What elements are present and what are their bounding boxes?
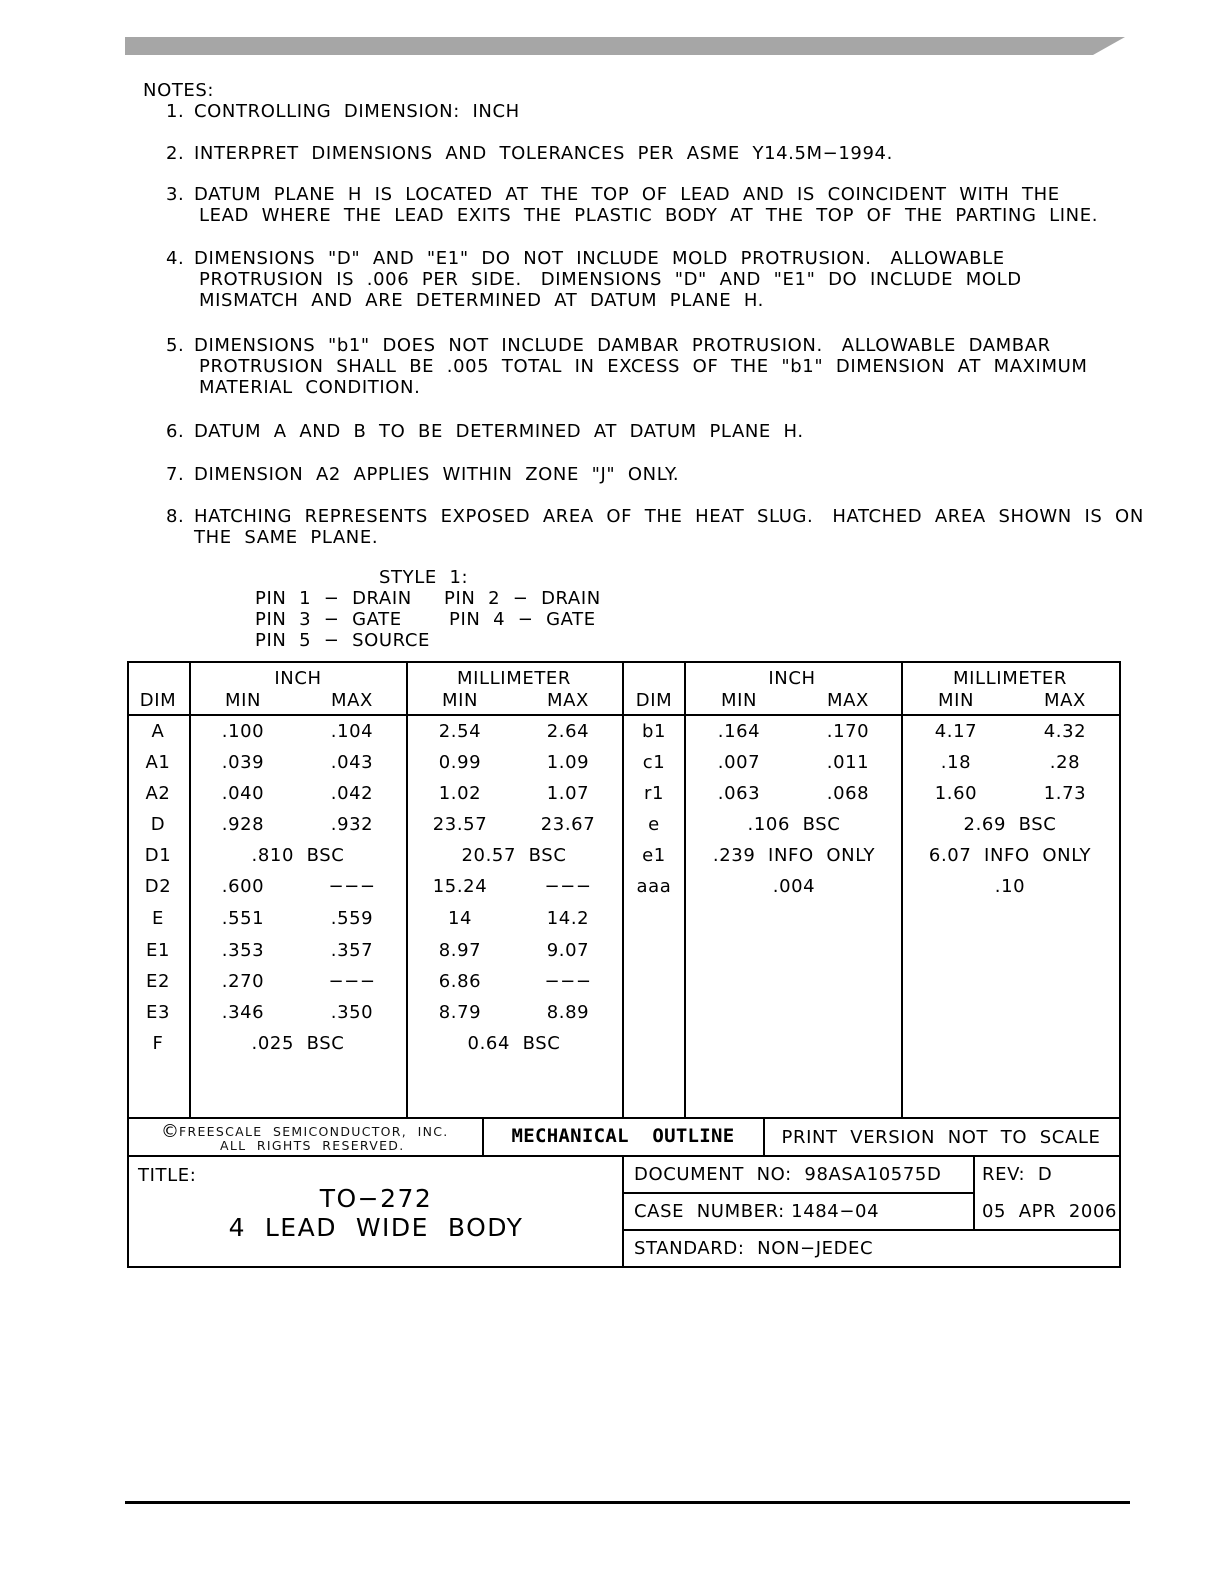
table-cell-in-max: .043 xyxy=(330,752,374,773)
column-header: DIM xyxy=(139,690,177,711)
table-cell-dim: r1 xyxy=(643,783,665,804)
table-cell-in-max: .170 xyxy=(826,721,870,742)
column-header: MAX xyxy=(331,690,373,711)
table-right-border xyxy=(1119,661,1121,1268)
note-text-line: PROTRUSION SHALL BE .005 TOTAL IN EXCESS OF THE "b1" DIMENSION AT MAXIMUM xyxy=(199,356,1088,377)
table-cell-in-max: −−− xyxy=(328,876,376,897)
table-cell-mm-min: 8.79 xyxy=(438,1002,482,1023)
table-cell-dim: E1 xyxy=(145,940,171,961)
copyright-symbol: © xyxy=(161,1121,180,1142)
table-cell-dim: D2 xyxy=(144,876,172,897)
table-cell-dim: A1 xyxy=(145,752,171,773)
table-cell-in-min: .551 xyxy=(221,908,265,929)
note-number: 6. xyxy=(166,421,185,442)
table-cell-dim: E xyxy=(152,908,164,929)
pin-2-label: PIN 2 − DRAIN xyxy=(444,588,601,609)
table-cell-dim: E2 xyxy=(145,971,171,992)
table-cell-mm-span: 0.64 BSC xyxy=(467,1033,561,1054)
table-cell-in-span: .106 BSC xyxy=(747,814,841,835)
pin-4-label: PIN 4 − GATE xyxy=(449,609,596,630)
table-cell-in-max: .042 xyxy=(330,783,374,804)
table-cell-in-min: .270 xyxy=(221,971,265,992)
copyright-rights: ALL RIGHTS RESERVED. xyxy=(220,1138,405,1153)
table-cell-mm-max: 8.89 xyxy=(546,1002,590,1023)
table-cell-mm-max: −−− xyxy=(544,876,592,897)
table-cell-dim: b1 xyxy=(641,721,667,742)
note-text-line: DATUM A AND B TO BE DETERMINED AT DATUM PLANE H. xyxy=(194,421,804,442)
column-divider xyxy=(901,661,903,1117)
note-text-line: INTERPRET DIMENSIONS AND TOLERANCES PER ASME Y14.5M−1994. xyxy=(194,143,893,164)
note-text-line: LEAD WHERE THE LEAD EXITS THE PLASTIC BODY AT THE TOP OF THE PARTING LINE. xyxy=(199,205,1099,226)
drawing-title-description: 4 LEAD WIDE BODY xyxy=(228,1213,524,1242)
title-label: TITLE: xyxy=(138,1165,197,1186)
pin-3-label: PIN 3 − GATE xyxy=(255,609,402,630)
table-cell-mm-max: 23.67 xyxy=(540,814,596,835)
document-number: DOCUMENT NO: 98ASA10575D xyxy=(634,1164,942,1185)
note-number: 4. xyxy=(166,248,185,269)
note-text-line: DIMENSIONS "b1" DOES NOT INCLUDE DAMBAR PROTRUSION. ALLOWABLE DAMBAR xyxy=(194,335,1051,356)
note-text-line: CONTROLLING DIMENSION: INCH xyxy=(194,101,520,122)
table-cell-in-min: .063 xyxy=(717,783,761,804)
note-number: 1. xyxy=(166,101,185,122)
table-cell-mm-min: 23.57 xyxy=(432,814,488,835)
table-cell-mm-span: 20.57 BSC xyxy=(461,845,567,866)
column-divider xyxy=(684,661,686,1117)
title-block-divider xyxy=(973,1155,975,1229)
table-cell-mm-max: 9.07 xyxy=(546,940,590,961)
table-cell-dim: aaa xyxy=(636,876,672,897)
note-number: 8. xyxy=(166,506,185,527)
table-cell-in-min: .600 xyxy=(221,876,265,897)
table-cell-mm-span: .10 xyxy=(994,876,1026,897)
table-cell-in-max: .104 xyxy=(330,721,374,742)
notes-heading: NOTES: xyxy=(143,80,215,101)
table-cell-mm-max: −−− xyxy=(544,971,592,992)
group-header: MILLIMETER xyxy=(457,668,571,689)
case-number: CASE NUMBER: 1484−04 xyxy=(634,1201,880,1222)
table-cell-in-span: .025 BSC xyxy=(251,1033,345,1054)
table-cell-in-min: .100 xyxy=(221,721,265,742)
table-cell-dim: A xyxy=(151,721,165,742)
column-header: MIN xyxy=(937,690,975,711)
note-number: 2. xyxy=(166,143,185,164)
revision: REV: D xyxy=(982,1164,1053,1185)
table-cell-dim: e1 xyxy=(642,845,666,866)
table-cell-mm-min: 1.02 xyxy=(438,783,482,804)
title-block-divider xyxy=(482,1117,484,1155)
table-cell-mm-min: 1.60 xyxy=(934,783,978,804)
table-cell-mm-min: 14 xyxy=(447,908,473,929)
note-text-line: DATUM PLANE H IS LOCATED AT THE TOP OF LEAD AND IS COINCIDENT WITH THE xyxy=(194,184,1060,205)
table-cell-mm-min: .18 xyxy=(940,752,972,773)
table-cell-in-min: .353 xyxy=(221,940,265,961)
table-cell-mm-max: 2.64 xyxy=(546,721,590,742)
table-cell-in-span: .810 BSC xyxy=(251,845,345,866)
note-text-line: DIMENSIONS "D" AND "E1" DO NOT INCLUDE MOLD PROTRUSION. ALLOWABLE xyxy=(194,248,1005,269)
table-cell-mm-min: 6.86 xyxy=(438,971,482,992)
column-header: MIN xyxy=(224,690,262,711)
table-cell-in-min: .164 xyxy=(717,721,761,742)
print-version-note: PRINT VERSION NOT TO SCALE xyxy=(781,1127,1101,1148)
table-cell-mm-max: 14.2 xyxy=(546,908,590,929)
table-cell-mm-min: 2.54 xyxy=(438,721,482,742)
table-cell-in-max: .932 xyxy=(330,814,374,835)
table-cell-mm-span: 6.07 INFO ONLY xyxy=(928,845,1092,866)
mechanical-outline-label: MECHANICAL OUTLINE xyxy=(511,1125,735,1147)
table-cell-dim: D xyxy=(150,814,166,835)
column-divider xyxy=(406,661,408,1117)
table-cell-mm-min: 8.97 xyxy=(438,940,482,961)
table-cell-in-min: .928 xyxy=(221,814,265,835)
column-header: MAX xyxy=(547,690,589,711)
title-block-rule xyxy=(622,1229,1120,1231)
note-text-line: MATERIAL CONDITION. xyxy=(199,377,421,398)
table-left-border xyxy=(127,661,129,1268)
note-text-line: THE SAME PLANE. xyxy=(194,527,379,548)
table-cell-mm-max: .28 xyxy=(1049,752,1081,773)
title-block-rule xyxy=(622,1192,974,1194)
table-cell-in-max: .357 xyxy=(330,940,374,961)
group-header: INCH xyxy=(768,668,816,689)
table-cell-mm-min: 0.99 xyxy=(438,752,482,773)
drawing-title-package: TO−272 xyxy=(319,1184,433,1213)
pin-5-label: PIN 5 − SOURCE xyxy=(255,630,431,651)
table-cell-in-span: .239 INFO ONLY xyxy=(712,845,876,866)
table-cell-mm-max: 1.07 xyxy=(546,783,590,804)
table-cell-dim: A2 xyxy=(145,783,171,804)
title-block-bottom-rule xyxy=(127,1266,1121,1268)
footer-rule xyxy=(125,1501,1130,1504)
table-cell-dim: F xyxy=(152,1033,164,1054)
group-header: INCH xyxy=(274,668,322,689)
note-number: 5. xyxy=(166,335,185,356)
note-text-line: PROTRUSION IS .006 PER SIDE. DIMENSIONS "D" AND "E1" DO INCLUDE MOLD xyxy=(199,269,1022,290)
standard: STANDARD: NON−JEDEC xyxy=(634,1238,874,1259)
table-cell-in-min: .007 xyxy=(717,752,761,773)
note-number: 3. xyxy=(166,184,185,205)
table-cell-in-min: .039 xyxy=(221,752,265,773)
revision-date: 05 APR 2006 xyxy=(982,1201,1118,1222)
group-header: MILLIMETER xyxy=(953,668,1067,689)
style-heading: STYLE 1: xyxy=(379,567,469,588)
table-cell-in-max: .068 xyxy=(826,783,870,804)
table-cell-mm-min: 15.24 xyxy=(432,876,488,897)
pin-1-label: PIN 1 − DRAIN xyxy=(255,588,412,609)
copyright-company: FREESCALE SEMICONDUCTOR, INC. xyxy=(179,1124,449,1139)
title-block-divider xyxy=(763,1117,765,1155)
table-cell-in-min: .040 xyxy=(221,783,265,804)
note-number: 7. xyxy=(166,464,185,485)
table-cell-dim: D1 xyxy=(144,845,172,866)
note-text-line: HATCHING REPRESENTS EXPOSED AREA OF THE HEAT SLUG. HATCHED AREA SHOWN IS ON xyxy=(194,506,1144,527)
table-cell-in-min: .346 xyxy=(221,1002,265,1023)
column-header: DIM xyxy=(635,690,673,711)
column-header: MIN xyxy=(720,690,758,711)
header-bar xyxy=(125,37,1125,55)
table-cell-in-max: .350 xyxy=(330,1002,374,1023)
table-cell-mm-max: 4.32 xyxy=(1043,721,1087,742)
table-cell-in-max: −−− xyxy=(328,971,376,992)
table-cell-mm-span: 2.69 BSC xyxy=(963,814,1057,835)
column-header: MAX xyxy=(1044,690,1086,711)
table-cell-dim: c1 xyxy=(642,752,666,773)
table-cell-mm-min: 4.17 xyxy=(934,721,978,742)
table-cell-mm-max: 1.73 xyxy=(1043,783,1087,804)
table-cell-mm-max: 1.09 xyxy=(546,752,590,773)
table-cell-in-span: .004 xyxy=(772,876,816,897)
table-cell-in-max: .011 xyxy=(826,752,870,773)
table-bottom-rule xyxy=(127,1117,1120,1119)
note-text-line: MISMATCH AND ARE DETERMINED AT DATUM PLANE H. xyxy=(199,290,764,311)
table-cell-dim: E3 xyxy=(145,1002,171,1023)
column-header: MIN xyxy=(441,690,479,711)
column-divider xyxy=(189,661,191,1117)
column-header: MAX xyxy=(827,690,869,711)
table-cell-dim: e xyxy=(648,814,660,835)
note-text-line: DIMENSION A2 APPLIES WITHIN ZONE "J" ONLY. xyxy=(194,464,680,485)
table-cell-in-max: .559 xyxy=(330,908,374,929)
title-block-divider xyxy=(622,1155,624,1266)
column-divider xyxy=(622,661,624,1117)
